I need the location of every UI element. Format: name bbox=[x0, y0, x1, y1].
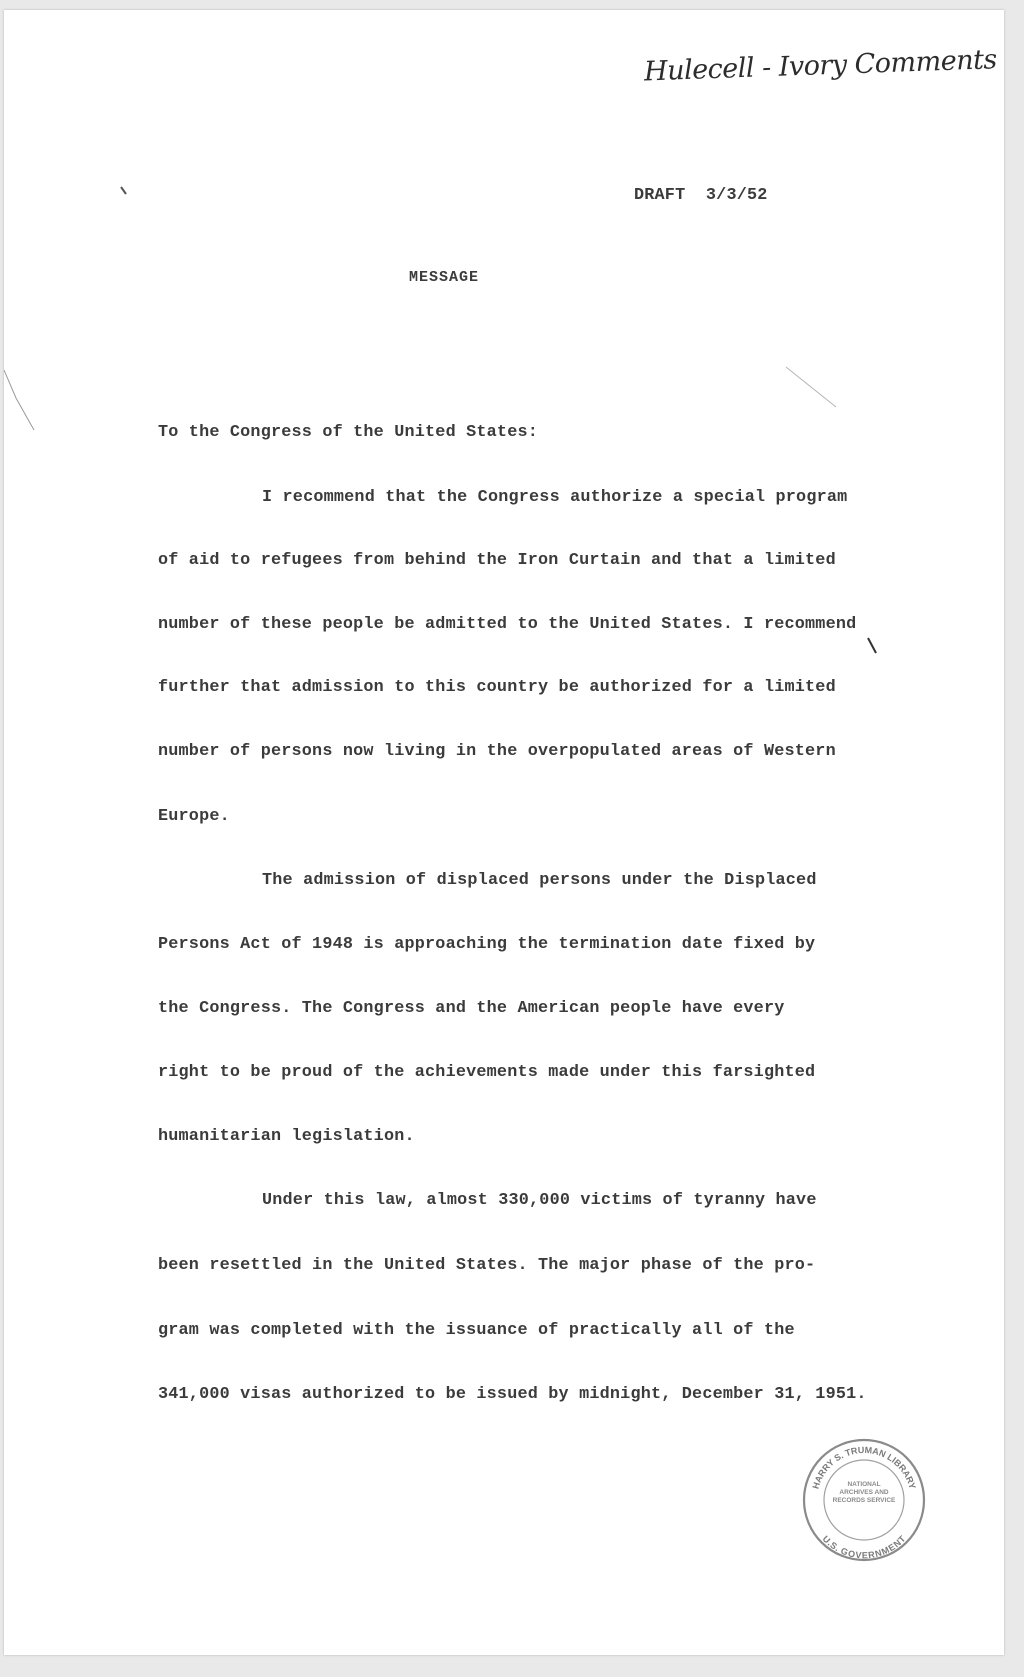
tick-mark bbox=[864, 635, 884, 665]
paragraph-2-line-5: humanitarian legislation. bbox=[158, 1127, 415, 1146]
paragraph-1-line-6: Europe. bbox=[158, 807, 230, 826]
paragraph-1-line-2: of aid to refugees from behind the Iron Curtain and that a limited bbox=[158, 551, 836, 570]
paragraph-3-line-2: been resettled in the United States. The major phase of the pro- bbox=[158, 1256, 816, 1275]
paragraph-2-line-3: the Congress. The Congress and the American people have every bbox=[158, 999, 785, 1018]
paragraph-2-line-1: The admission of displaced persons under the Displaced bbox=[262, 871, 817, 890]
paragraph-3-line-3: gram was completed with the issuance of practically all of the bbox=[158, 1321, 795, 1340]
paragraph-1-line-5: number of persons now living in the overpopulated areas of Western bbox=[158, 742, 836, 761]
salutation: To the Congress of the United States: bbox=[158, 423, 539, 442]
paragraph-2-line-2: Persons Act of 1948 is approaching the termination date fixed by bbox=[158, 935, 816, 954]
pen-stroke-mark bbox=[784, 365, 844, 415]
seal-text-top: HARRY S. TRUMAN LIBRARY bbox=[810, 1444, 918, 1491]
paragraph-2-line-4: right to be proud of the achievements made under this farsighted bbox=[158, 1063, 816, 1082]
draft-date-label bbox=[634, 186, 768, 205]
paragraph-1-line-3: number of these people be admitted to the United States. I recommend bbox=[158, 615, 857, 634]
dot-mark bbox=[119, 185, 131, 199]
seal-text-bottom: U.S. GOVERNMENT bbox=[820, 1533, 908, 1561]
page-title: MESSAGE bbox=[409, 269, 480, 286]
paper-fold-mark bbox=[4, 370, 44, 440]
handwritten-annotation: Hulecell - Ivory Comments bbox=[643, 44, 998, 88]
draft-date: 3/3/52 bbox=[705, 186, 768, 205]
paragraph-3-line-4: 341,000 visas authorized to be issued by midnight, December 31, 1951. bbox=[158, 1385, 867, 1404]
seal-text-center: NATIONAL ARCHIVES AND RECORDS SERVICE bbox=[832, 1481, 896, 1504]
paragraph-1-line-1: I recommend that the Congress authorize a special program bbox=[262, 488, 848, 507]
draft-label: DRAFT bbox=[634, 186, 686, 205]
paragraph-3-line-1: Under this law, almost 330,000 victims of tyranny have bbox=[262, 1191, 817, 1210]
paragraph-1-line-4: further that admission to this country be authorized for a limited bbox=[158, 678, 836, 697]
library-seal-stamp bbox=[799, 1435, 929, 1565]
document-page bbox=[4, 10, 1004, 1655]
